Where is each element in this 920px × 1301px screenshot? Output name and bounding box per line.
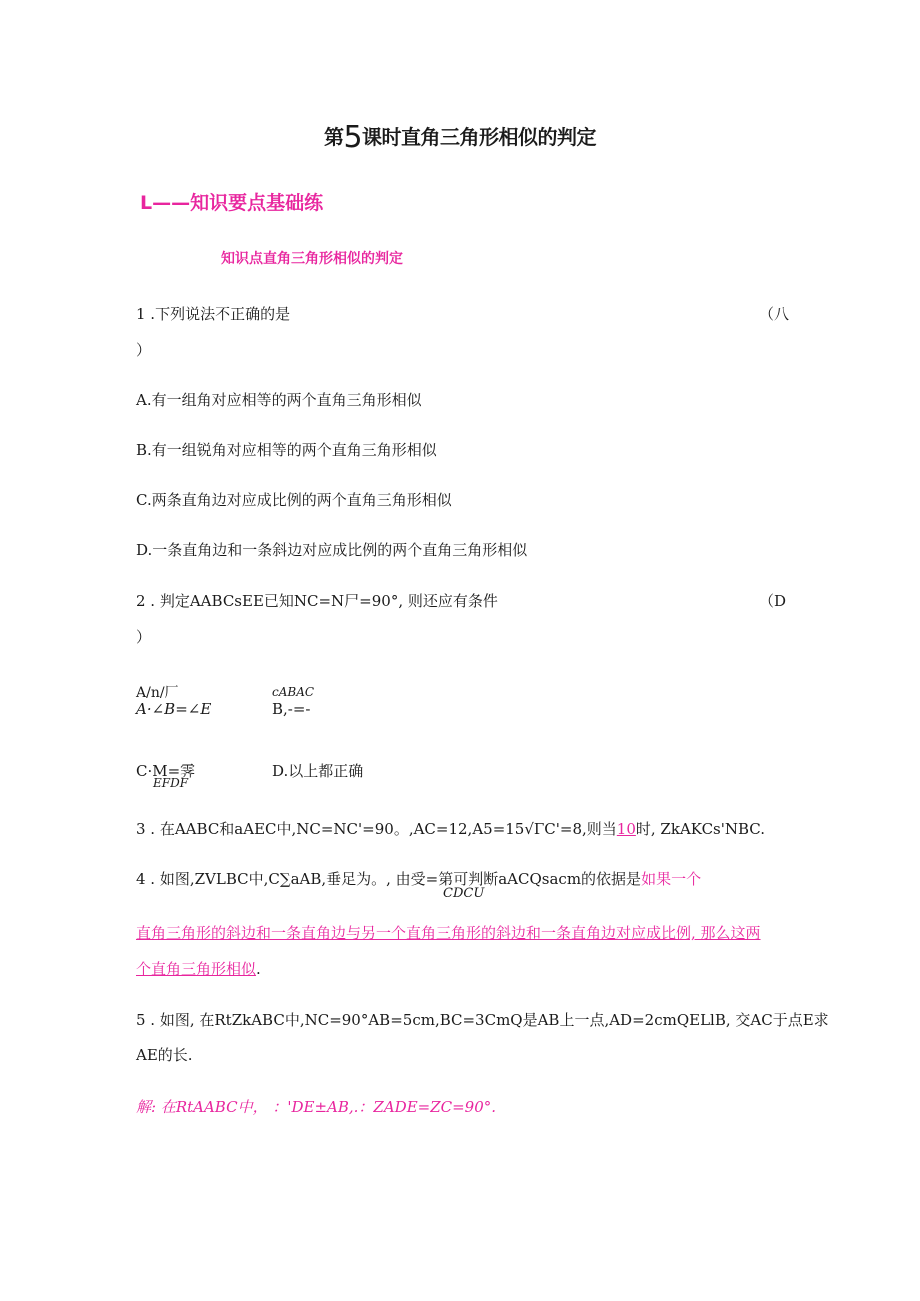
q2-option-a-top: A/n/厂 — [136, 685, 179, 701]
q2-option-b: B,-=- — [272, 700, 311, 718]
q2-bracket-open: （D — [759, 592, 787, 610]
subsection-heading: 知识点直角三角形相似的判定 — [221, 251, 403, 267]
q1-stem: 1 .下列说法不正确的是 — [136, 305, 291, 323]
q2-option-a: A·∠B=∠E — [136, 700, 212, 718]
q1-option-a: A.有一组角对应相等的两个直角三角形相似 — [136, 391, 422, 409]
q1-option-d: D.一条直角边和一条斜边对应成比例的两个直角三角形相似 — [136, 541, 528, 559]
q1-bracket-open: （八 — [759, 305, 790, 323]
page-title: 第5课时直角三角形相似的判定 — [323, 120, 597, 155]
q2-bracket-close: ） — [136, 628, 152, 646]
q1-option-b: B.有一组锐角对应相等的两个直角三角形相似 — [136, 441, 437, 459]
section-heading: L——知识要点基础练 — [140, 192, 324, 214]
q4-answer-line3: 个直角三角形相似. — [136, 960, 261, 978]
q3-answer: 10 — [616, 820, 636, 838]
q1-option-c: C.两条直角边对应成比例的两个直角三角形相似 — [136, 491, 452, 509]
q2-option-c-sub: EFDF — [153, 776, 189, 790]
q5-line2: AE的长. — [136, 1046, 193, 1064]
q3-text: 3 . 在AABC和aAEC中,NC=NC'=90。,AC=12,A5=15√ΓC'=8,则当10时, ZkAKCs'NBC. — [136, 820, 766, 838]
q1-bracket-close: ） — [136, 341, 152, 359]
q4-fraction: CDCU — [443, 886, 485, 901]
q2-stem: 2 . 判定AABCsEE已知NC=N尸=90°, 则还应有条件 — [136, 592, 498, 610]
q2-option-b-top: cABAC — [272, 685, 315, 699]
q4-answer-line2: 直角三角形的斜边和一条直角边与另一个直角三角形的斜边和一条直角边对应成比例, 那么这两 — [136, 924, 761, 942]
q4-text: 4 . 如图,ZVLBC中,C∑aAB,垂足为。, 由受=第可判断aACQsacm的依据是如果一个 — [136, 870, 702, 888]
q5-line1: 5 . 如图, 在RtZkABC中,NC=90°AB=5cm,BC=3CmQ是AB上一点,AD=2cmQELlB, 交AC于点E求 — [136, 1011, 829, 1029]
q5-solution: 解: 在RtAABC中， ：'DE±AB,.：ZADE=ZC=90°. — [136, 1098, 497, 1116]
q4-answer-start: 如果一个 — [641, 870, 702, 888]
q2-option-c: C·M=霁 — [136, 762, 196, 780]
q2-option-d: D.以上都正确 — [272, 762, 364, 780]
